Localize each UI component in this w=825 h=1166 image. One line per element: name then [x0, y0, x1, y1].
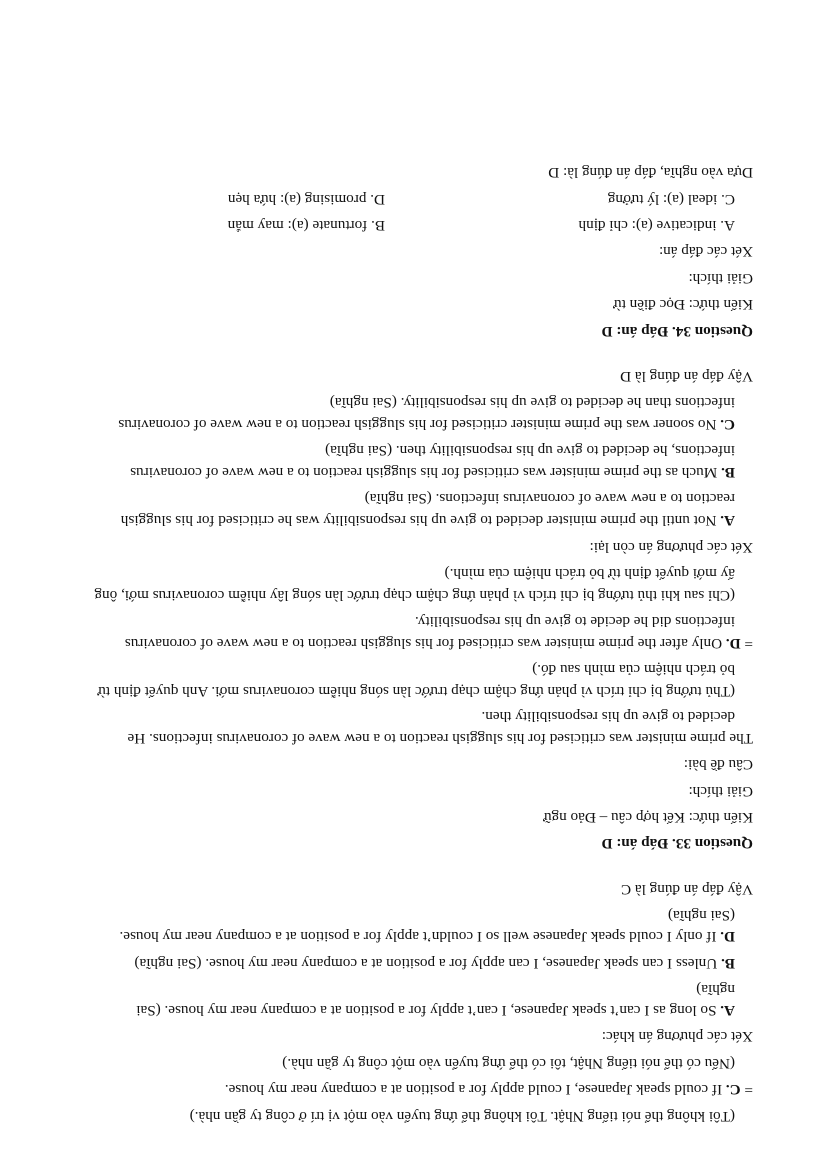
answer-prefix: = [740, 635, 753, 652]
q33-option-a-cont: reaction to a new wave of coronavirus infections. (Sai nghĩa) [364, 490, 735, 507]
option-text: Much as the prime minister was criticised for his sluggish reaction to a new wave of coronavirus [130, 464, 722, 481]
q33-knowledge: Kiến thức: Kết hợp câu – Đảo ngữ [543, 809, 753, 826]
q34-option-d: D. promising (a): hứa hẹn [227, 191, 385, 208]
q34-option-row-2 [228, 190, 735, 208]
q33-translation-2b: ấy mới quyết định từ bỏ trách nhiệm của mình.) [444, 565, 735, 582]
q33-prompt-2: decided to give up his responsibility then. [481, 708, 735, 725]
q33-translation-1a: (Thủ tướng bị chỉ trích vì phản ứng chậm chạp trước làn sóng nhiễm coronavirus mới. Anh quyết định từ [97, 683, 735, 700]
q32-answer [225, 1080, 753, 1098]
q32-option-b [134, 954, 735, 972]
q33-answer-cont: infections did he decide to give up his responsibility. [414, 613, 735, 630]
q33-option-c [118, 415, 735, 433]
q34-option-row-1 [228, 216, 735, 234]
option-letter: B. [721, 464, 735, 481]
answer-text: Only after the prime minister was criticised for his sluggish reaction to a new wave of coronavirus [124, 635, 726, 652]
q32-other-options-label: Xét các phương án khác: [601, 1028, 753, 1045]
q33-heading: Question 33. Đáp án: D [601, 835, 753, 852]
q34-option-c: C. ideal (a): lý tưởng [607, 191, 735, 208]
q33-prompt-label: Câu đề bài: [683, 756, 753, 773]
q34-option-a: A. indicative (a): chỉ định [578, 217, 735, 234]
q33-translation-1b: bỏ trách nhiệm của mình sau đó.) [532, 661, 735, 678]
option-letter: A. [720, 1002, 735, 1019]
q32-option-a [136, 1001, 735, 1019]
option-text: No sooner was the prime minister criticised for his sluggish reaction to a new wave of coronavirus [118, 416, 721, 433]
option-letter: C. [720, 416, 735, 433]
q34-options-label: Xét các đáp án: [658, 243, 753, 260]
option-text: So long as I can’t speak Japanese, I can’t apply for a position at a company near my house. (Sai [136, 1002, 721, 1019]
answer-prefix: = [740, 1081, 753, 1098]
option-text: Not until the prime minister decided to give up his responsibility was he criticised for his sluggish [120, 512, 721, 529]
q32-option-d [120, 927, 736, 945]
q33-explain-label: Giải thích: [688, 783, 753, 800]
q33-answer [125, 634, 753, 652]
answer-text: If could speak Japanese, I could apply for a position at a company near my house. [224, 1081, 726, 1098]
q33-translation-2a: (Chỉ sau khi thủ tướng bị chỉ trích vì phản ứng chậm chạp trước làn sóng lây nhiễm coronavirus mới, ông [94, 587, 735, 604]
q33-remaining-label: Xét các phương án còn lại: [589, 539, 753, 556]
q34-heading: Question 34. Đáp án: D [601, 323, 753, 340]
q34-option-b: B. fortunate (a): may mắn [227, 217, 385, 234]
q32-translation-2: (Nếu có thể nói tiếng Nhật, tôi có thể ứng tuyển vào một công ty gần nhà.) [282, 1055, 735, 1072]
q34-explain-label: Giải thích: [688, 270, 753, 287]
q33-conclusion: Vậy đáp án đúng là D [620, 368, 753, 385]
q33-option-a [121, 511, 735, 529]
q32-translation-1: (Tôi không thể nói tiếng Nhật. Tôi không thể ứng tuyển vào một vị trí ở công ty gần nhà.) [189, 1108, 735, 1125]
q33-option-b-cont: infections, he decided to give up his responsibility then. (Sai nghĩa) [325, 442, 735, 459]
q32-option-d-cont: (Sai nghĩa) [667, 907, 735, 924]
answer-letter: C. [725, 1081, 741, 1098]
option-text: Unless I can speak Japanese, I can apply for a position at a company near my house. (Sai nghĩa) [134, 955, 722, 972]
q32-conclusion: Vậy đáp án đúng là C [620, 881, 753, 898]
q34-conclusion: Dựa vào nghĩa, đáp án đúng là: D [548, 164, 753, 181]
option-text: If only I could speak Japanese well so I couldn’t apply for a position at a company near my house. [119, 928, 721, 945]
q32-option-a-cont: nghĩa) [696, 981, 735, 998]
q34-knowledge: Kiến thức: Đọc điền từ [613, 296, 753, 313]
option-letter: D. [720, 928, 735, 945]
q33-option-c-cont: infections than he decided to give up his responsibility. (Sai nghĩa) [329, 394, 735, 411]
answer-letter: D. [725, 635, 741, 652]
q33-option-b [130, 463, 735, 481]
q33-prompt-1: The prime minister was criticised for his sluggish reaction to a new wave of coronavirus infections. He [127, 730, 753, 747]
option-letter: A. [720, 512, 735, 529]
option-letter: B. [721, 955, 735, 972]
